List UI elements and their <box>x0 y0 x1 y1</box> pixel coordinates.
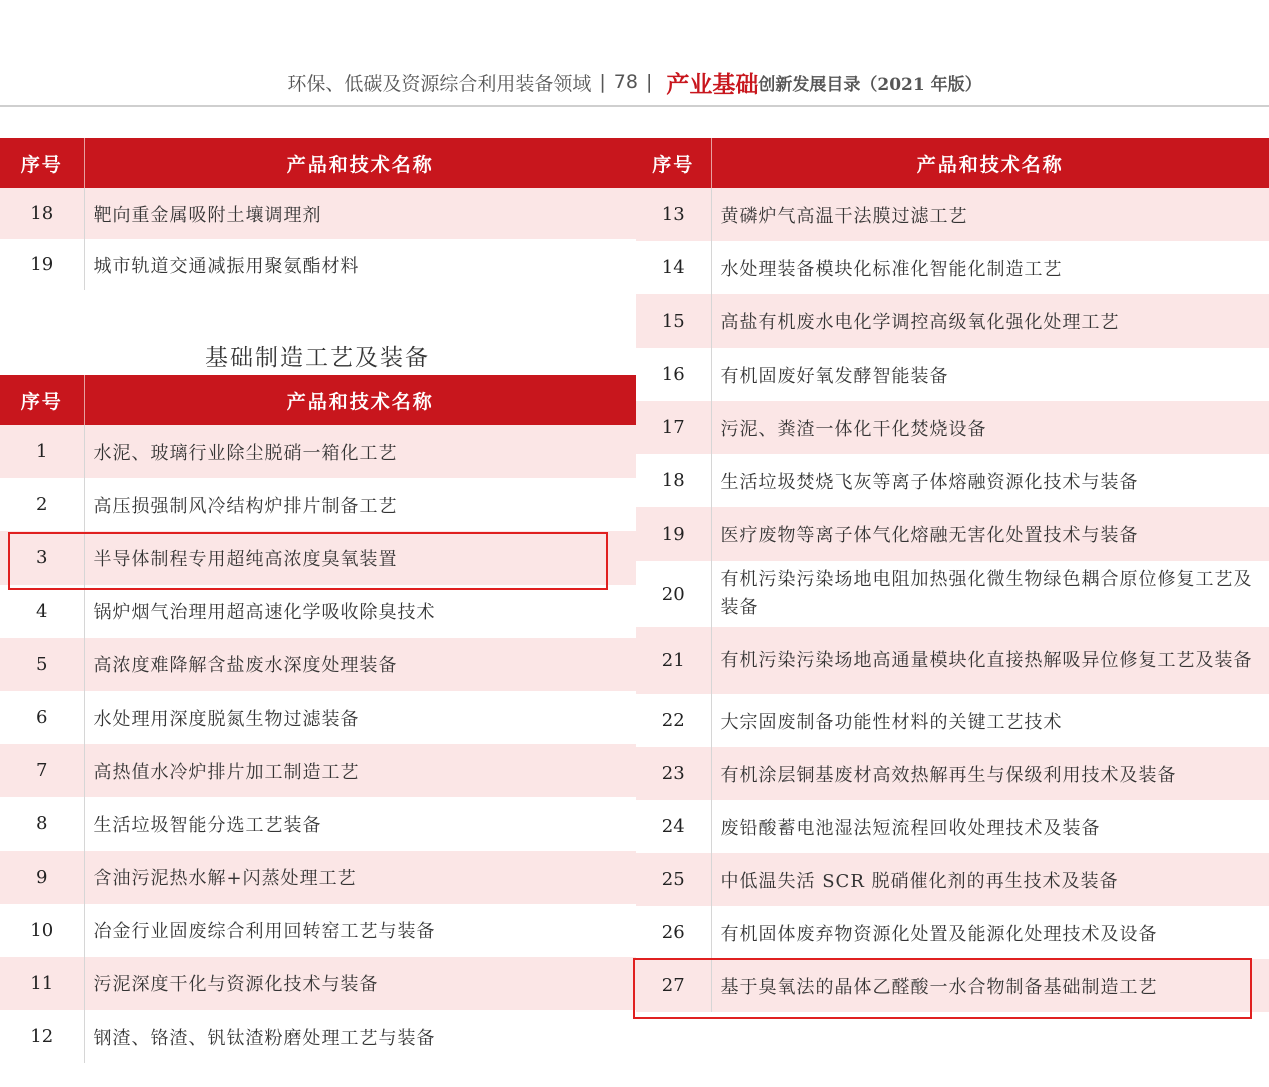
row-product-name: 有机污染污染场地高通量模块化直接热解吸异位修复工艺及装备 <box>711 627 1269 694</box>
column-header-name: 产品和技术名称 <box>84 138 636 188</box>
table-top-left-body <box>0 188 636 290</box>
table-row <box>0 797 636 850</box>
table-row <box>636 294 1269 348</box>
table-bottom-left <box>0 375 636 1063</box>
highlight-box-row-3 <box>8 532 608 590</box>
row-product-name: 含油污泥热水解+闪蒸处理工艺 <box>84 851 636 904</box>
table-row <box>0 851 636 904</box>
table-row <box>0 188 636 239</box>
row-number: 10 <box>0 904 84 957</box>
row-number: 8 <box>0 797 84 850</box>
row-product-name: 有机固体废弃物资源化处置及能源化处理技术及设备 <box>711 906 1269 959</box>
row-product-name: 污泥深度干化与资源化技术与装备 <box>84 957 636 1010</box>
table-top-left <box>0 138 636 290</box>
row-product-name: 高压损强制风冷结构炉排片制备工艺 <box>84 478 636 531</box>
row-product-name: 水处理用深度脱氮生物过滤装备 <box>84 691 636 744</box>
row-number: 19 <box>0 239 84 290</box>
row-number: 23 <box>636 747 711 800</box>
header-brand: 产业基础 <box>666 70 759 98</box>
header-domain: 环保、低碳及资源综合利用装备领域 <box>287 72 592 95</box>
row-number: 7 <box>0 744 84 797</box>
column-header-name: 产品和技术名称 <box>84 375 636 425</box>
row-number: 19 <box>636 507 711 561</box>
row-product-name: 废铅酸蓄电池湿法短流程回收处理技术及装备 <box>711 800 1269 853</box>
row-number: 12 <box>0 1010 84 1063</box>
row-product-name: 高盐有机废水电化学调控高级氧化强化处理工艺 <box>711 294 1269 348</box>
column-header-number: 序号 <box>0 138 84 188</box>
table-row <box>636 401 1269 454</box>
row-number: 22 <box>636 694 711 747</box>
table-row <box>636 241 1269 294</box>
column-header-name: 产品和技术名称 <box>711 138 1269 188</box>
row-number: 25 <box>636 853 711 906</box>
table-row <box>0 638 636 691</box>
table-row <box>636 454 1269 507</box>
table-row <box>636 800 1269 853</box>
row-product-name: 基于臭氧法的晶体乙醛酸一水合物制备基础制造工艺 <box>711 959 1269 1012</box>
row-number: 17 <box>636 401 711 454</box>
table-row <box>636 853 1269 906</box>
table-row <box>636 507 1269 561</box>
row-product-name: 城市轨道交通减振用聚氨酯材料 <box>84 239 636 290</box>
row-product-name: 有机污染污染场地电阻加热强化微生物绿色耦合原位修复工艺及装备 <box>711 561 1269 627</box>
header-page-number: 78 <box>613 71 638 93</box>
row-number: 15 <box>636 294 711 348</box>
table-row <box>636 627 1269 694</box>
row-number: 4 <box>0 585 84 638</box>
table-row <box>636 348 1269 401</box>
table-row <box>0 691 636 744</box>
row-product-name: 黄磷炉气高温干法膜过滤工艺 <box>711 188 1269 241</box>
row-number: 2 <box>0 478 84 531</box>
row-product-name: 高浓度难降解含盐废水深度处理装备 <box>84 638 636 691</box>
highlight-box-row-27 <box>633 958 1252 1019</box>
header-separator: | <box>645 71 653 93</box>
row-number: 5 <box>0 638 84 691</box>
table-row <box>0 585 636 638</box>
table-row <box>0 744 636 797</box>
row-product-name: 有机固废好氧发酵智能装备 <box>711 348 1269 401</box>
row-number: 3 <box>0 531 84 584</box>
column-header-number: 序号 <box>636 138 711 188</box>
row-number: 18 <box>0 188 84 239</box>
row-number: 16 <box>636 348 711 401</box>
row-product-name: 水泥、玻璃行业除尘脱硝一箱化工艺 <box>84 425 636 478</box>
row-number: 24 <box>636 800 711 853</box>
header-title: 创新发展目录 <box>758 74 861 95</box>
column-header-number: 序号 <box>0 375 84 425</box>
table-row <box>0 1010 636 1063</box>
table-row <box>0 904 636 957</box>
table-right <box>636 138 1269 1012</box>
row-product-name: 污泥、粪渣一体化干化焚烧设备 <box>711 401 1269 454</box>
row-number: 9 <box>0 851 84 904</box>
row-number: 1 <box>0 425 84 478</box>
table-row <box>636 694 1269 747</box>
row-product-name: 钢渣、铬渣、钒钛渣粉磨处理工艺与装备 <box>84 1010 636 1063</box>
row-product-name: 靶向重金属吸附土壤调理剂 <box>84 188 636 239</box>
table-row <box>636 906 1269 959</box>
page-header <box>0 60 1269 104</box>
row-number: 21 <box>636 627 711 694</box>
row-product-name: 水处理装备模块化标准化智能化制造工艺 <box>711 241 1269 294</box>
row-number: 11 <box>0 957 84 1010</box>
table-right-body <box>636 188 1269 1012</box>
row-product-name: 生活垃圾焚烧飞灰等离子体熔融资源化技术与装备 <box>711 454 1269 507</box>
header-edition: （2021 年版） <box>860 74 982 95</box>
row-product-name: 大宗固废制备功能性材料的关键工艺技术 <box>711 694 1269 747</box>
table-row <box>636 747 1269 800</box>
row-product-name: 锅炉烟气治理用超高速化学吸收除臭技术 <box>84 585 636 638</box>
row-product-name: 半导体制程专用超纯高浓度臭氧装置 <box>84 531 636 584</box>
table-row <box>0 478 636 531</box>
table-row <box>0 239 636 290</box>
row-number: 6 <box>0 691 84 744</box>
row-product-name: 中低温失活 SCR 脱硝催化剂的再生技术及装备 <box>711 853 1269 906</box>
row-product-name: 医疗废物等离子体气化熔融无害化处置技术与装备 <box>711 507 1269 561</box>
section-title: 基础制造工艺及装备 <box>205 345 430 371</box>
table-row <box>636 561 1269 627</box>
table-row <box>0 957 636 1010</box>
header-separator: | <box>599 71 606 93</box>
row-product-name: 有机涂层铜基废材高效热解再生与保级利用技术及装备 <box>711 747 1269 800</box>
row-number: 13 <box>636 188 711 241</box>
row-number: 27 <box>636 959 711 1012</box>
table-row <box>636 188 1269 241</box>
row-product-name: 冶金行业固废综合利用回转窑工艺与装备 <box>84 904 636 957</box>
row-number: 14 <box>636 241 711 294</box>
header-divider <box>0 105 1269 107</box>
row-product-name: 生活垃圾智能分选工艺装备 <box>84 797 636 850</box>
row-number: 18 <box>636 454 711 507</box>
row-product-name: 高热值水冷炉排片加工制造工艺 <box>84 744 636 797</box>
row-number: 26 <box>636 906 711 959</box>
table-bottom-left-body <box>0 425 636 1063</box>
row-number: 20 <box>636 561 711 627</box>
table-row <box>0 425 636 478</box>
